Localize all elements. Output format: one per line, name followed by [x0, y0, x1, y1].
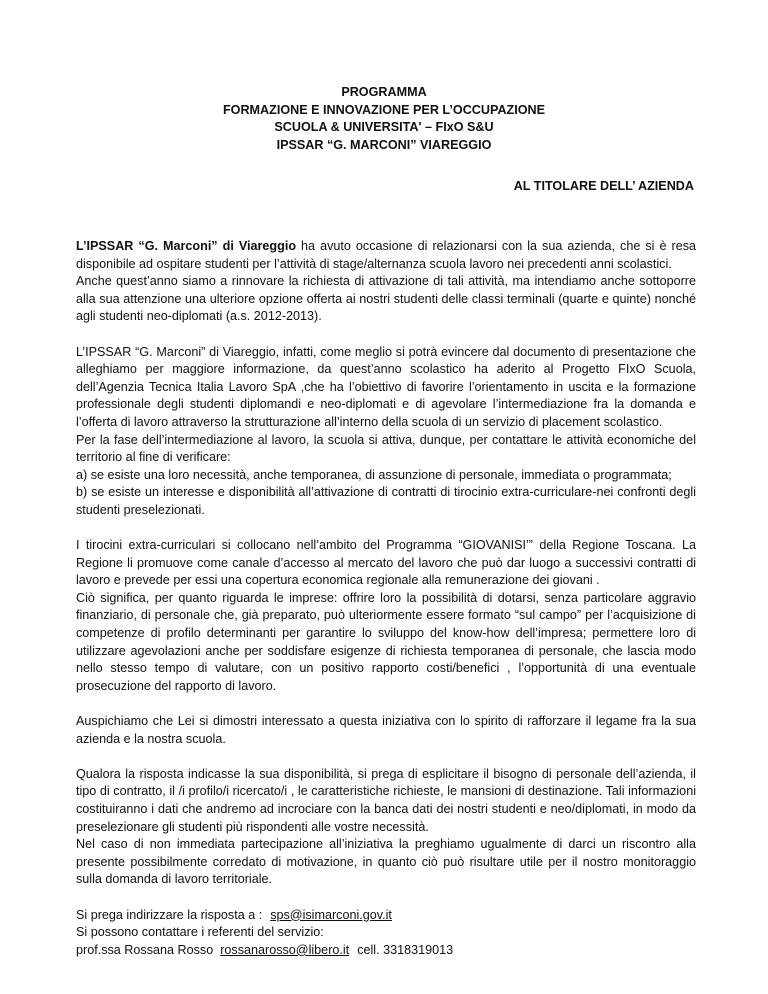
intro-text: [76, 238, 696, 273]
header-program: PROGRAMMA: [341, 85, 427, 99]
header-school: IPSSAR “G. MARCONI” VIAREGGIO: [276, 137, 492, 152]
reply-instruction: Si prega indirizzare la risposta a :: [76, 907, 263, 922]
referent-name: prof.ssa Rossana Rosso: [76, 942, 214, 957]
intro-lead-text: ha avuto occasione di relazionarsi con la sua azienda, che si è resa disponibile ad ospitare studenti per l’attività di stage/alternanza scuola lavoro nei precedenti anni scolastici.: [76, 239, 696, 271]
document-header: [0, 84, 768, 154]
fixo-intermediation: Per la fase dell’intermediazione al lavoro, la scuola si attiva, dunque, per contattare le attività economiche del territorio al fine di verificare:: [76, 432, 696, 465]
tirocini-benefits: Ciò significa, per quanto riguarda le imprese: offrire loro la possibilità di dotarsi, senza particolare aggravio finanziario, di personale che, già preparato, può ulteriormente essere formato “sul campo” per l’acquisizione di competenze di profilo determinanti per garantire lo sviluppo del know-how dell’impresa; permettere loro di utilizzare agevolazioni anche per soddisfare esigenze di richiesta temporanea di personale, che lascia modo nello stesso tempo di valutare, con un positivo rapporto costi/benefici , l’opportunità di una eventuale prosecuzione del rapporto di lavoro.: [76, 590, 696, 693]
header-subtitle: SCUOLA & UNIVERSITA' – FIxO S&U: [274, 120, 494, 135]
addressee: AL TITOLARE DELL’ AZIENDA: [513, 179, 694, 193]
auspicio-paragraph: [76, 713, 696, 748]
auspicio-text: Auspichiamo che Lei si dimostri interessato a questa iniziativa con lo spirito di rafforzare il legame fra la sua azienda e la nostra scuola.: [76, 714, 696, 746]
referent-phone: cell. 3318319013: [357, 942, 454, 957]
intro-lead: L’IPSSAR “G. Marconi” di Viareggio: [76, 239, 297, 253]
contacts-person-line: [76, 942, 696, 960]
fixo-description: L’IPSSAR “G. Marconi” di Viareggio, infatti, come meglio si potrà evincere dal documento di presentazione che alleghiamo per maggiore informazione, da quest’anno scolastico ha aderito al Progetto FIxO Scuola, dell’Agenzia Tecnica Italia Lavoro SpA ,che ha l’obiettivo di favorire l’orientamento in uscita e la formazione professionale degli studenti diplomandi e neo-diplomati e di agevolare l’intermediazione fra la domanda e l’offerta di lavoro attraverso la strutturazione all’interno della scuola di un servizio di placement scolastico.: [76, 344, 696, 429]
risposta-feedback: Nel caso di non immediata partecipazione all’iniziativa la preghiamo ugualmente di darci un riscontro alla presente possibilmente corredato di motivazione, in quanto ciò può risultare utile per il nostro monitoraggio sulla domanda di lavoro territoriale.: [76, 837, 696, 887]
header-title: FORMAZIONE E INNOVAZIONE PER L’OCCUPAZIONE: [222, 102, 546, 117]
referent-email-link[interactable]: rossanarosso@libero.it: [220, 942, 350, 957]
tirocini-paragraph: [76, 537, 696, 695]
risposta-request: Qualora la risposta indicasse la sua disponibilità, si prega di esplicitare il bisogno di personale dell’azienda, il tipo di contratto, il /i profilo/i ricercato/i , le caratteristiche richieste, le mansioni di destinazione. Tali informazioni costituiranno i dati che andremo ad incrociare con la banca dati dei nostri studenti e neo/diplomati, in modo da preselezionare gli studenti più rispondenti alle vostre necessità.: [76, 766, 696, 834]
fixo-paragraph: [76, 344, 696, 520]
letter-body: [76, 238, 696, 959]
contacts-referents-line: Si possono contattare i referenti del servizio:: [76, 925, 324, 940]
intro-renewal: Anche quest’anno siamo a rinnovare la richiesta di attivazione di tali attività, ma intendiamo anche sottoporre alla sua attenzione una ulteriore opzione offerta ai nostri studenti delle classi terminali (quarte e quinte) nonché agli studenti neo-diplomati (a.s. 2012-2013).: [76, 274, 696, 324]
contacts-reply-line: [76, 907, 696, 925]
intro-paragraph: [76, 238, 696, 326]
risposta-paragraph: [76, 766, 696, 889]
fixo-item-a: a) se esiste una loro necessità, anche temporanea, di assunzione di personale, immediata o programmata;: [76, 467, 672, 482]
contacts-block: [76, 907, 696, 960]
reply-email-link[interactable]: sps@isimarconi.gov.it: [270, 907, 392, 922]
tirocini-program: I tirocini extra-curriculari si collocano nell’ambito del Programma “GIOVANISI’” della Regione Toscana. La Regione li promuove come canale d’accesso al mercato del lavoro che può dar luogo a successivi contratti di lavoro e prevede per essi una copertura economica regionale alla remunerazione dei giovani .: [76, 538, 696, 588]
fixo-item-b: b) se esiste un interesse e disponibilità all’attivazione di contratti di tirocinio extra-curriculare-nei confronti degli studenti preselezionati.: [76, 485, 696, 517]
